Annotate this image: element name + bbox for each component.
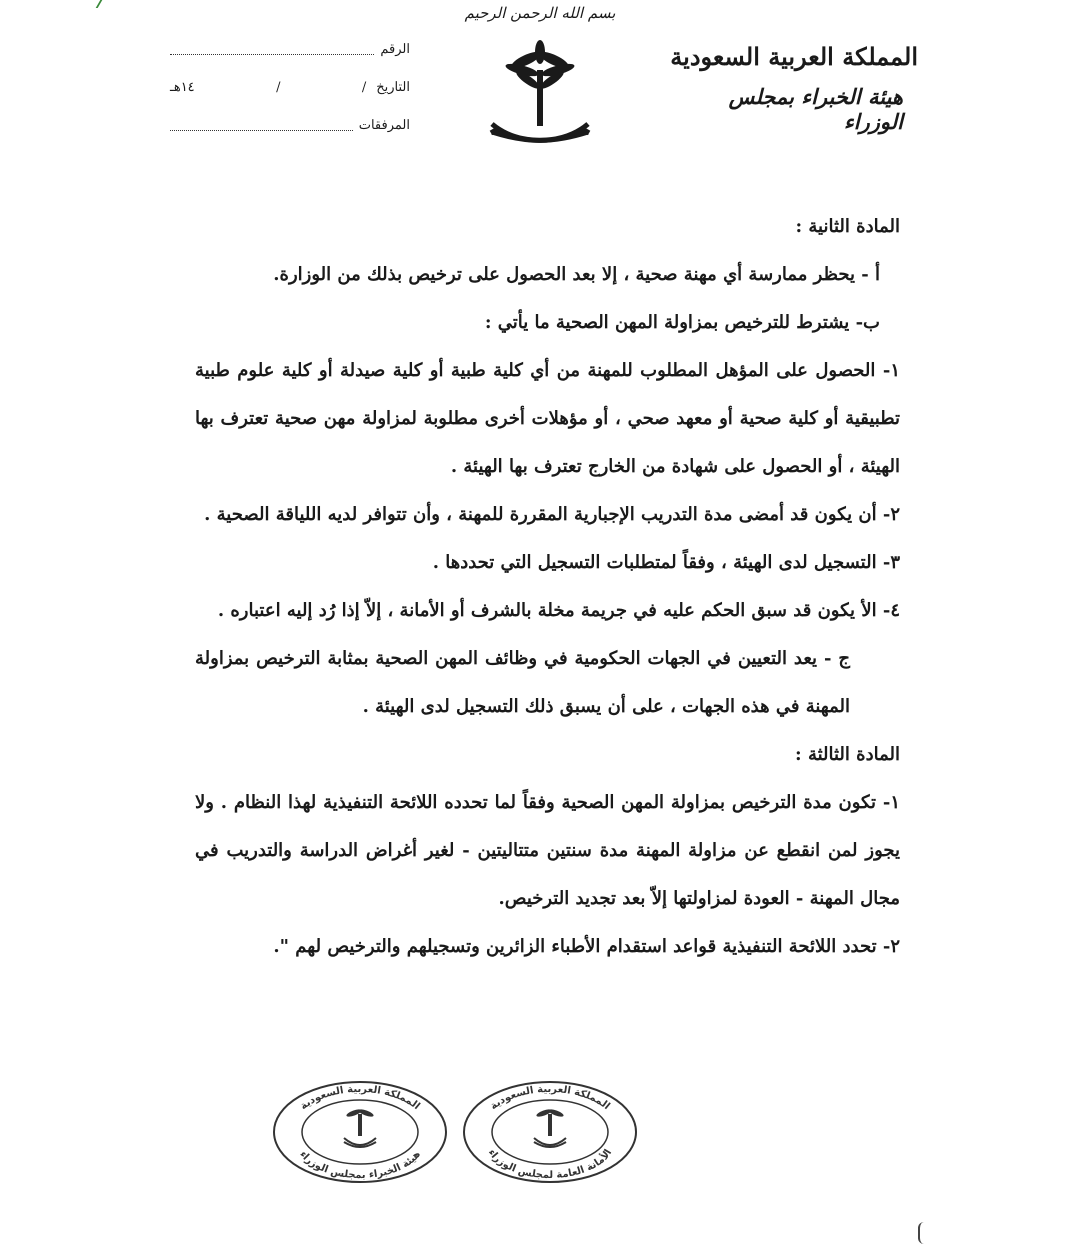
seal-right-bottom-text: الأمانة العامة لمجلس الوزراء (485, 1147, 615, 1182)
article-3-item-2: ٢- تحدد اللائحة التنفيذية قواعد استقدام الأطباء الزائرين وتسجيلهم والترخيص لهم ". (273, 936, 900, 957)
seal-right-top-text: المملكة العربية السعودية (488, 1083, 612, 1113)
seal-left-top-text: المملكة العربية السعودية (298, 1083, 422, 1113)
seal-stamp-secretariat (460, 1080, 640, 1185)
reference-line (170, 44, 374, 55)
date-label: التاريخ (376, 80, 410, 95)
seal-left-bottom-text: هيئة الخبراء بمجلس الوزراء (297, 1149, 423, 1182)
article-3-title: المادة الثالثة : (795, 744, 900, 765)
date-day-sep: / (361, 80, 367, 95)
date-year: ١٤هـ (170, 80, 195, 95)
kingdom-name: المملكة العربية السعودية (670, 42, 918, 71)
date-month-sep: / (276, 80, 281, 95)
reference-label: الرقم (380, 42, 410, 57)
attachments-label: المرفقات (358, 118, 410, 133)
article-2-item-1: ١- الحصول على المؤهل المطلوب للمهنة من أي كلية طبية أو كلية صيدلة أو كلية علوم طبية تطبيقية أو كلية صحية أو معهد صحي ، أو مؤهلات أخرى مطلوبة لمزاولة مهن صحية تعترف بها الهيئة ، أو الحصول على شهادة من الخارج تعترف بها الهيئة . (195, 360, 900, 477)
article-2-para-a: أ - يحظر ممارسة أي مهنة صحية ، إلا بعد الحصول على ترخيص بذلك من الوزارة. (273, 264, 880, 285)
date-value (170, 80, 366, 95)
article-2-item-4: ٤- الأ يكون قد سبق الحكم عليه في جريمة مخلة بالشرف أو الأمانة ، إلاّ إذا رُد إليه اعتباره . (217, 600, 900, 621)
article-2-item-3: ٣- التسجيل لدى الهيئة ، وفقاً لمتطلبات التسجيل التي تحددها . (432, 552, 900, 573)
date-field (170, 80, 410, 95)
basmala: بسم الله الرحمن الرحيم (464, 4, 616, 22)
attachments-line (170, 120, 353, 131)
article-2-para-b: ب- يشترط للترخيص بمزاولة المهن الصحية ما يأتي : (484, 312, 880, 333)
attachments-field (170, 118, 410, 133)
article-3-item-1: ١- تكون مدة الترخيص بمزاولة المهن الصحية وفقاً لما تحدده اللائحة التنفيذية لهذا النظام . ولا يجوز لمن انقطع عن مزاولة المهنة مدة سنتين متتاليتين - لغير أغراض الدراسة والتدريب في مجال المهنة - العودة لمزاولتها إلاّ بعد تجديد الترخيص. (195, 792, 900, 909)
reference-field (170, 42, 410, 57)
seal-stamp-experts (270, 1080, 450, 1185)
article-2-para-c: ج - يعد التعيين في الجهات الحكومية في وظائف المهن الصحية بمثابة الترخيص بمزاولة المهنة في هذه الجهات ، على أن يسبق ذلك التسجيل لدى الهيئة . (195, 648, 850, 717)
palm-icon (344, 1108, 376, 1147)
article-2-title: المادة الثانية : (795, 216, 900, 237)
authority-name: هيئة الخبراء بمجلس الوزراء (728, 84, 903, 134)
saudi-emblem-icon (480, 40, 600, 160)
palm-icon (534, 1108, 566, 1147)
svg-text:هيئة الخبراء بمجلس الوزراء (297, 1149, 423, 1181)
margin-mark (918, 1222, 928, 1244)
document-body (195, 203, 900, 971)
corner-mark (96, 0, 117, 8)
article-2-item-2: ٢- أن يكون قد أمضى مدة التدريب الإجبارية المقررة للمهنة ، وأن تتوافر لديه اللياقة الصحية . (204, 504, 900, 525)
